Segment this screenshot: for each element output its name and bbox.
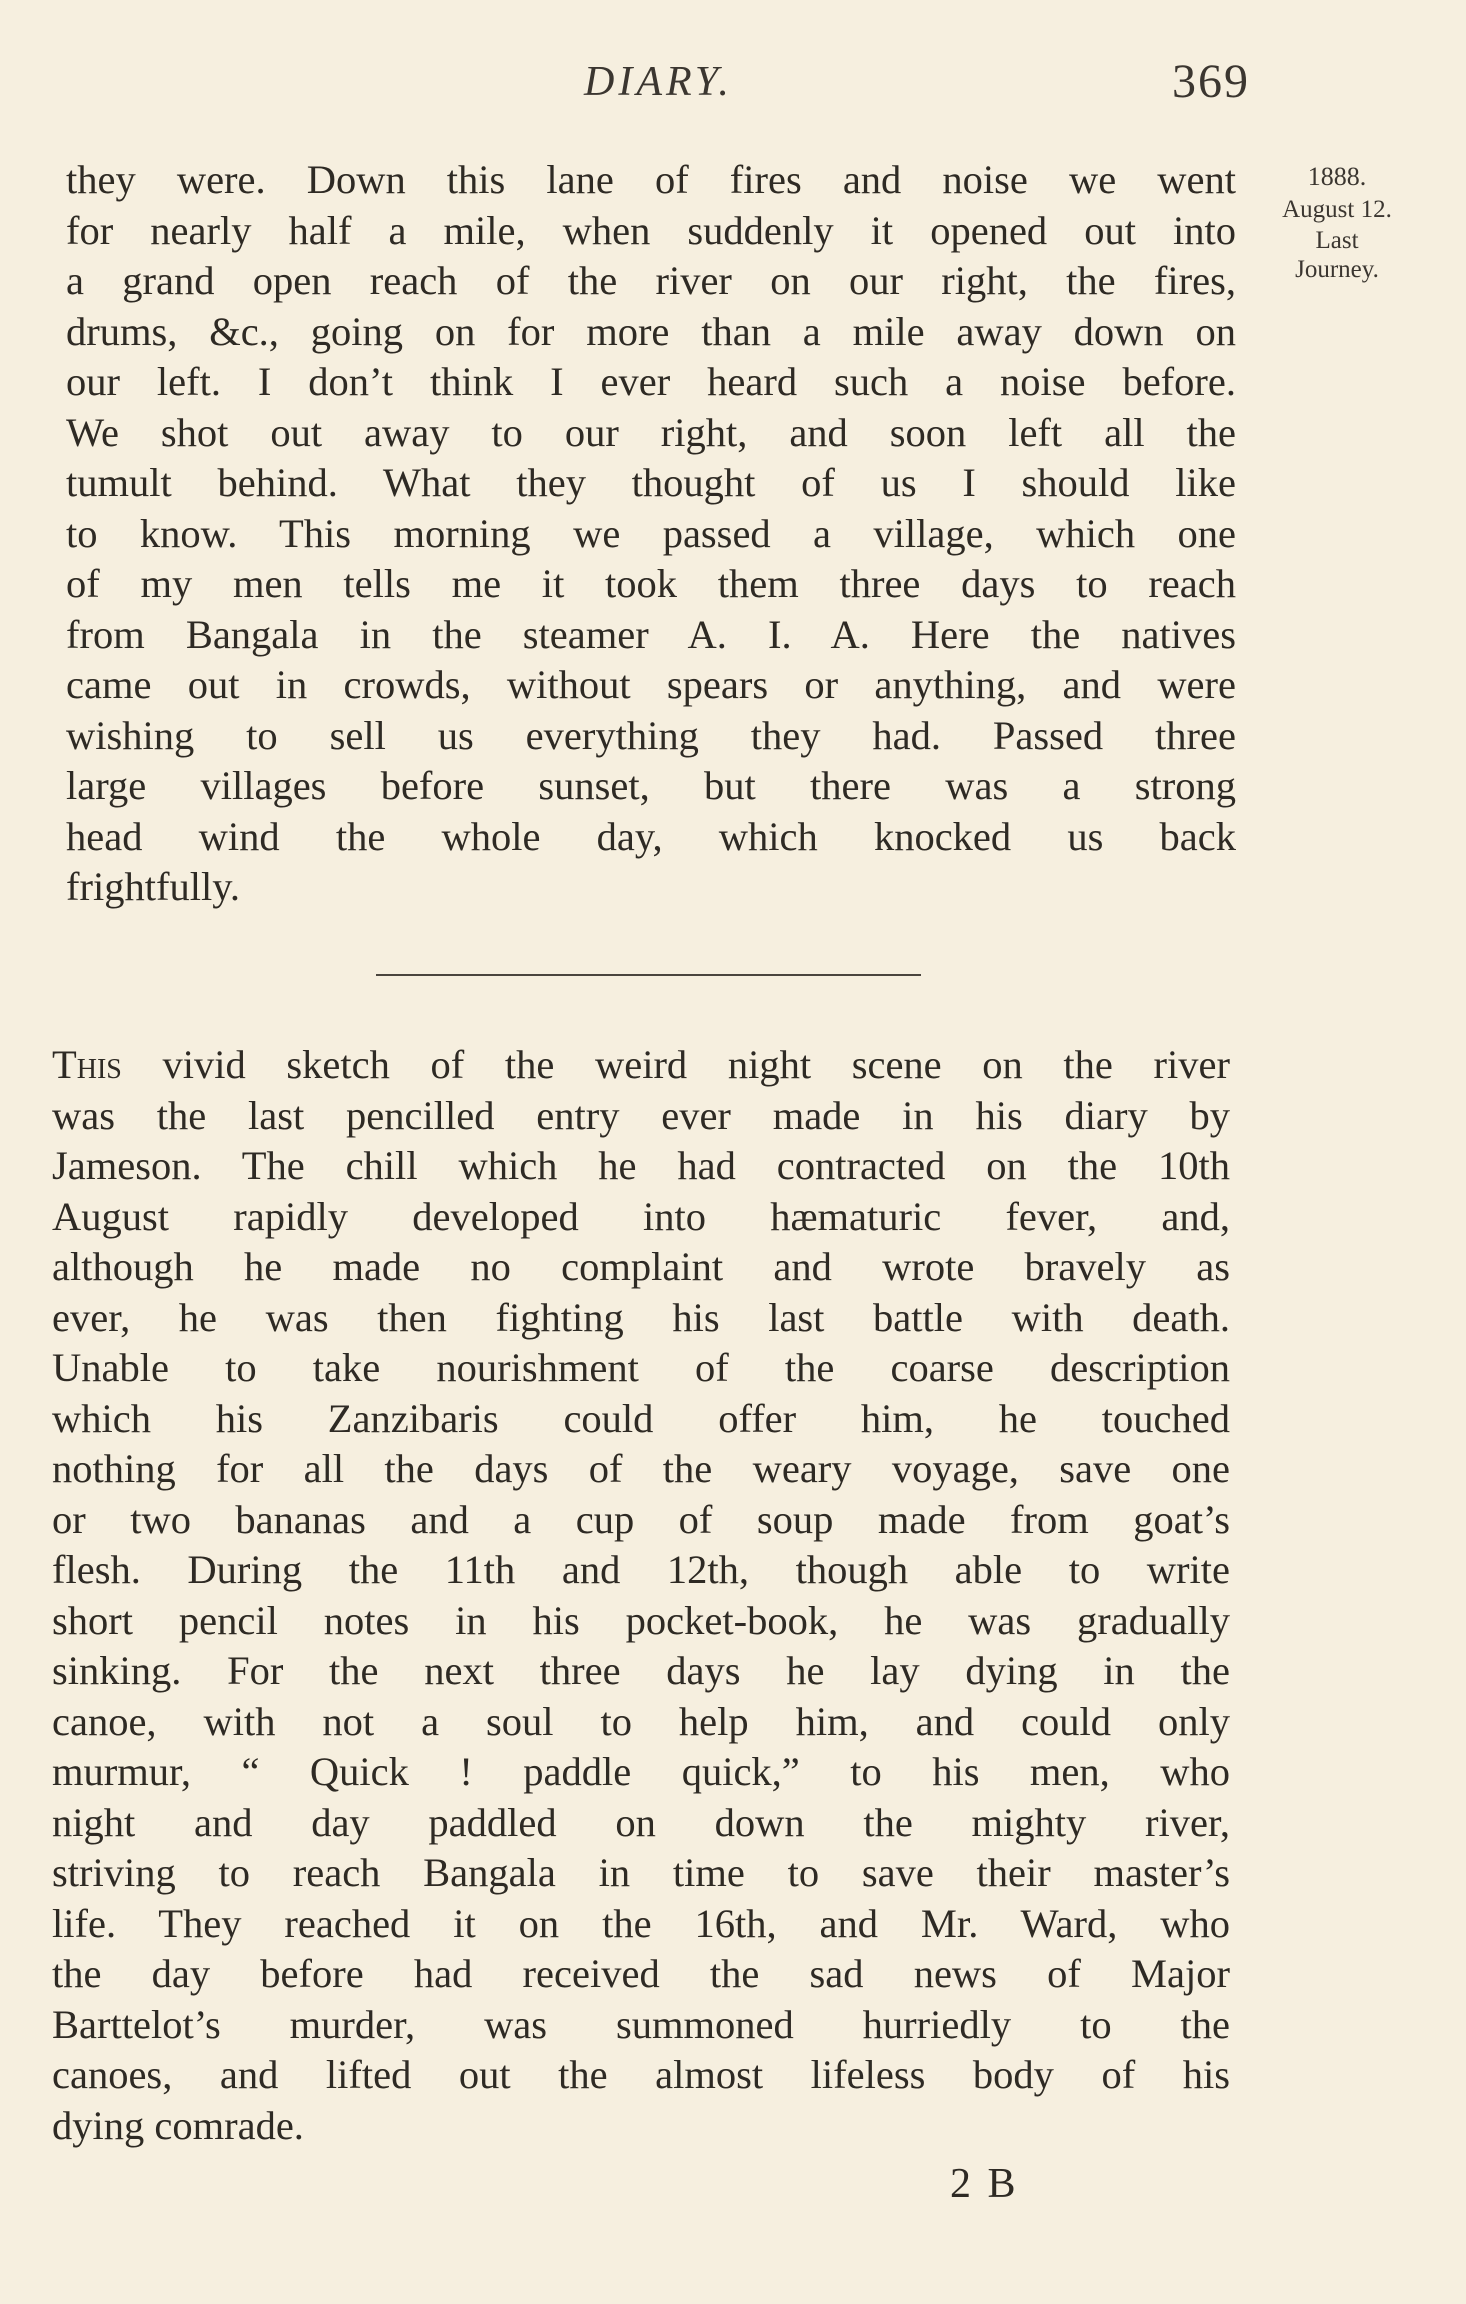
text-line: the day before had received the sad news of Major bbox=[52, 1951, 1230, 1996]
margin-note-date: August 12. bbox=[1282, 196, 1392, 223]
text-line: striving to reach Bangala in time to save their master’s bbox=[52, 1850, 1230, 1895]
text-line: We shot out away to our right, and soon left all the bbox=[66, 409, 1236, 455]
first-line-text: vivid sketch of the weird night scene on the river bbox=[121, 1042, 1230, 1087]
text-line: canoe, with not a soul to help him, and could only bbox=[52, 1698, 1230, 1744]
text-line: from Bangala in the steamer A. I. A. Here the natives bbox=[66, 611, 1236, 657]
page-number: 369 bbox=[1172, 55, 1250, 108]
text-line: for nearly half a mile, when suddenly it opened out into bbox=[66, 207, 1236, 253]
text-line: of my men tells me it took them three days to reach bbox=[66, 561, 1236, 606]
text-line: drums, &c., going on for more than a mile away down on bbox=[66, 308, 1236, 354]
diary-entry-paragraph bbox=[66, 155, 1236, 913]
signature-mark: 2 B bbox=[950, 2161, 1019, 2207]
text-line: murmur, “ Quick ! paddle quick,” to his men, who bbox=[52, 1749, 1230, 1794]
text-line: Jameson. The chill which he had contracted on the 10th bbox=[52, 1143, 1230, 1188]
small-caps-opening-word: This bbox=[52, 1042, 122, 1087]
text-line: to know. This morning we passed a village, which one bbox=[66, 510, 1236, 556]
margin-note bbox=[1262, 160, 1412, 284]
text-line: August rapidly developed into hæmaturic fever, and, bbox=[52, 1193, 1230, 1239]
text-line: life. They reached it on the 16th, and Mr. Ward, who bbox=[52, 1900, 1230, 1946]
text-line: head wind the whole day, which knocked us back bbox=[66, 813, 1236, 859]
text-line: flesh. During the 11th and 12th, though able to write bbox=[52, 1547, 1230, 1592]
text-line: wishing to sell us everything they had. Passed three bbox=[66, 712, 1236, 758]
text-line: our left. I don’t think I ever heard such a noise before. bbox=[66, 359, 1236, 404]
text-line: Barttelot’s murder, was summoned hurriedly to the bbox=[52, 2001, 1230, 2047]
text-line: a grand open reach of the river on our right, the fires, bbox=[66, 258, 1236, 303]
narrative-paragraph bbox=[52, 1040, 1230, 2151]
text-line: or two bananas and a cup of soup made from goat’s bbox=[52, 1496, 1230, 1542]
margin-note-journey: Journey. bbox=[1295, 256, 1379, 283]
text-line: came out in crowds, without spears or anything, and were bbox=[66, 662, 1236, 707]
text-line: large villages before sunset, but there was a strong bbox=[66, 763, 1236, 808]
text-line: sinking. For the next three days he lay dying in the bbox=[52, 1648, 1230, 1693]
running-head-title: DIARY. bbox=[584, 59, 733, 105]
text-line: dying comrade. bbox=[52, 2102, 304, 2148]
text-line: nothing for all the days of the weary voyage, save one bbox=[52, 1446, 1230, 1491]
margin-note-year: 1888. bbox=[1307, 162, 1367, 191]
text-line: they were. Down this lane of fires and noise we went bbox=[66, 157, 1236, 202]
text-line: although he made no complaint and wrote bravely as bbox=[52, 1244, 1230, 1289]
text-line: ever, he was then fighting his last battle with death. bbox=[52, 1294, 1230, 1340]
text-line: tumult behind. What they thought of us I should like bbox=[66, 460, 1236, 505]
text-line: was the last pencilled entry ever made in his diary by bbox=[52, 1092, 1230, 1138]
margin-note-last: Last bbox=[1315, 227, 1359, 254]
text-line: which his Zanzibaris could offer him, he touched bbox=[52, 1395, 1230, 1441]
text-line: Unable to take nourishment of the coarse description bbox=[52, 1345, 1230, 1390]
text-line: short pencil notes in his pocket-book, he was gradually bbox=[52, 1597, 1230, 1643]
text-line-first bbox=[52, 1040, 1230, 1091]
running-head bbox=[0, 55, 1466, 128]
text-line: frightfully. bbox=[66, 864, 240, 909]
text-line: canoes, and lifted out the almost lifeless body of his bbox=[52, 2052, 1230, 2097]
section-divider bbox=[376, 974, 921, 976]
text-line: night and day paddled on down the mighty river, bbox=[52, 1799, 1230, 1845]
